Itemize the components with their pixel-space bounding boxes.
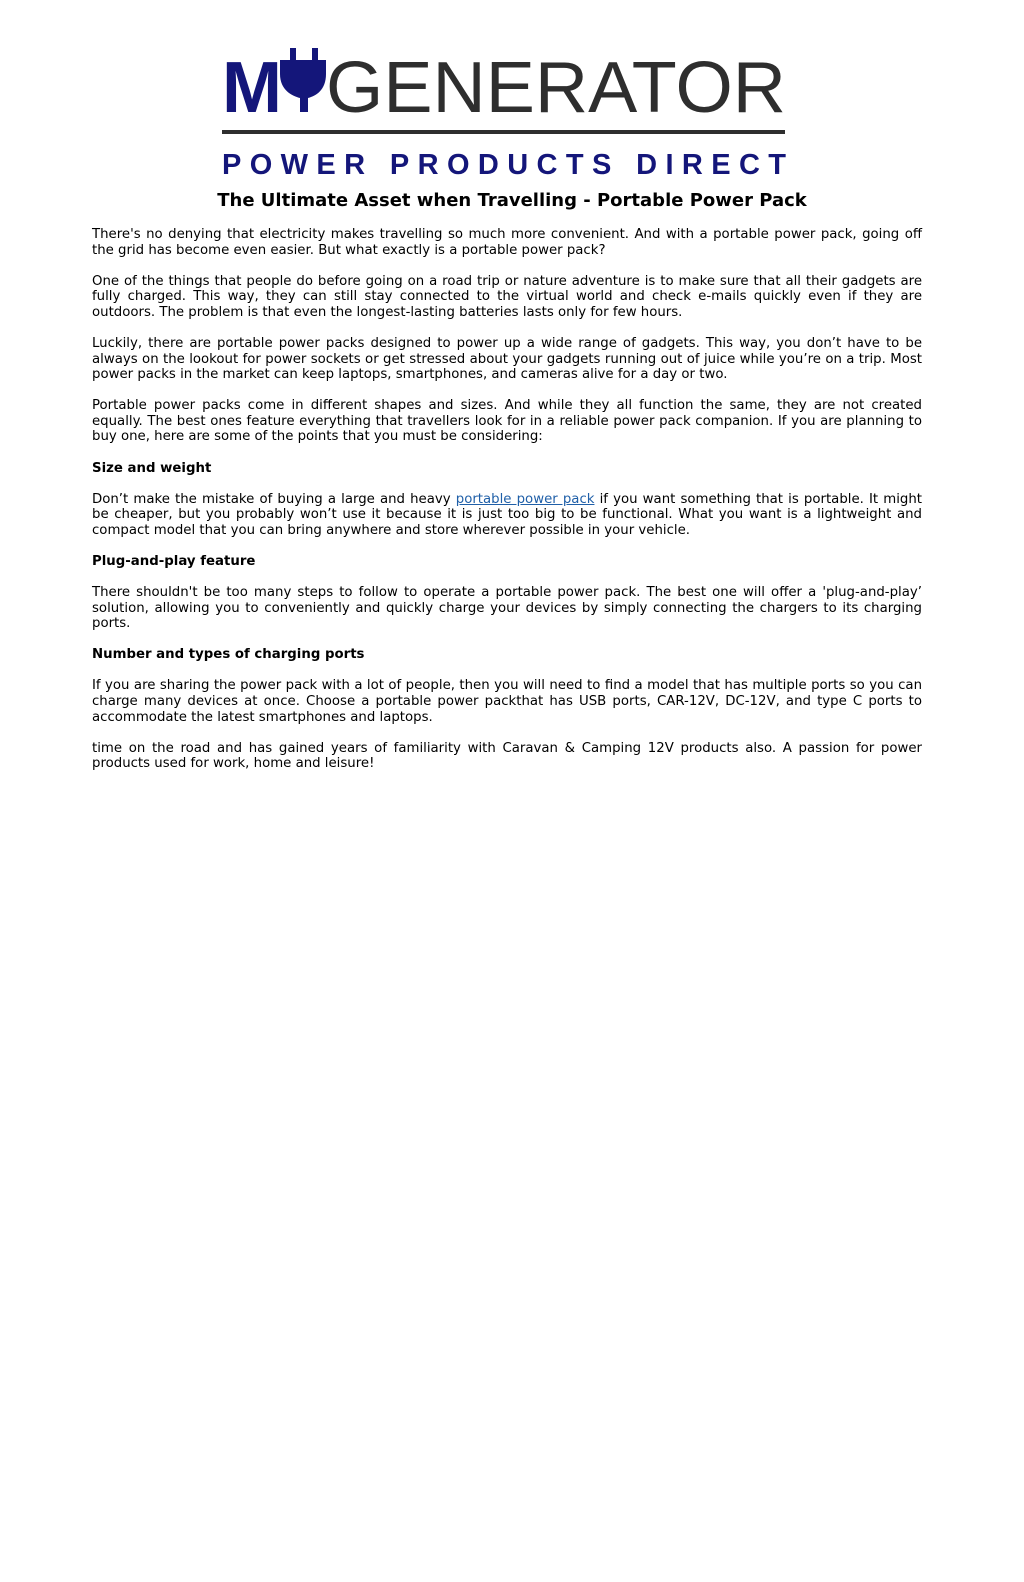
logo-divider — [222, 130, 785, 134]
heading-size-weight: Size and weight — [92, 460, 212, 476]
paragraph-road-trip: One of the things that people do before going on a road trip or nature adventure is to make sure that all their gadgets are fully charged. This way, they can still stay connected to the virtual world and check e-mails quickly even if they are outdoors. The problem is that even the longest-lasting batteries lasts only for few hours. — [92, 273, 922, 320]
page-title: The Ultimate Asset when Travelling - Portable Power Pack — [217, 190, 807, 211]
logo-generator-text: GENERATOR — [326, 48, 786, 128]
paragraph-luckily: Luckily, there are portable power packs designed to power up a wide range of gadgets. This way, you don’t have to be always on the lookout for power sockets or get stressed about your gadgets running out of juice while you’re on a trip. Most power packs in the market can keep laptops, smartphones, and cameras alive for a day or two. — [92, 335, 922, 383]
paragraph-author: time on the road and has gained years of familiarity with Caravan & Camping 12V products also. A passion for power products used for work, home and leisure! — [92, 740, 922, 772]
logo-tagline: POWER PRODUCTS DIRECT — [222, 149, 786, 179]
portable-power-pack-link[interactable]: portable power pack — [455, 491, 595, 507]
article-body — [92, 227, 922, 787]
brand-logo — [222, 44, 788, 179]
paragraph-size-weight — [92, 492, 922, 539]
paragraph-plug-and-play: There shouldn't be too many steps to follow to operate a portable power pack. The best one will offer a 'plug-and-play’ solution, allowing you to conveniently and quickly charge your devices by simply connecting the chargers to its charging ports. — [92, 585, 922, 632]
paragraph-charging-ports: If you are sharing the power pack with a lot of people, then you will need to find a model that has multiple ports so you can charge many devices at once. Choose a portable power packthat has USB ports, CAR-12V, DC-12V, and type C ports to accommodate the latest smartphones and laptops. — [92, 678, 922, 725]
paragraph-intro: There's no denying that electricity makes travelling so much more convenient. And with a portable power pack, going off the grid has become even easier. But what exactly is a portable power pack? — [92, 227, 922, 258]
heading-plug-and-play: Plug-and-play feature — [92, 553, 256, 569]
plug-icon — [280, 48, 326, 112]
brand-logo-graphic — [222, 44, 788, 179]
heading-charging-ports: Number and types of charging ports — [92, 647, 365, 663]
paragraph-size-weight-end: if you want something that is portable. It might be cheaper, but you probably won’t use it because it is just too big to be functional. What you want is a lightweight and compact model that you can bring anywhere and store wherever possible in your vehicle. — [92, 491, 923, 538]
paragraph-shapes-sizes: Portable power packs come in different shapes and sizes. And while they all function the same, they are not created equally. The best ones feature everything that travellers look for in a reliable power pack companion. If you are planning to buy one, here are some of the points that you must be considering: — [92, 398, 922, 445]
paragraph-size-weight-start: Don’t make the mistake of buying a large and heavy — [92, 491, 456, 507]
logo-m-text: M — [222, 48, 282, 128]
